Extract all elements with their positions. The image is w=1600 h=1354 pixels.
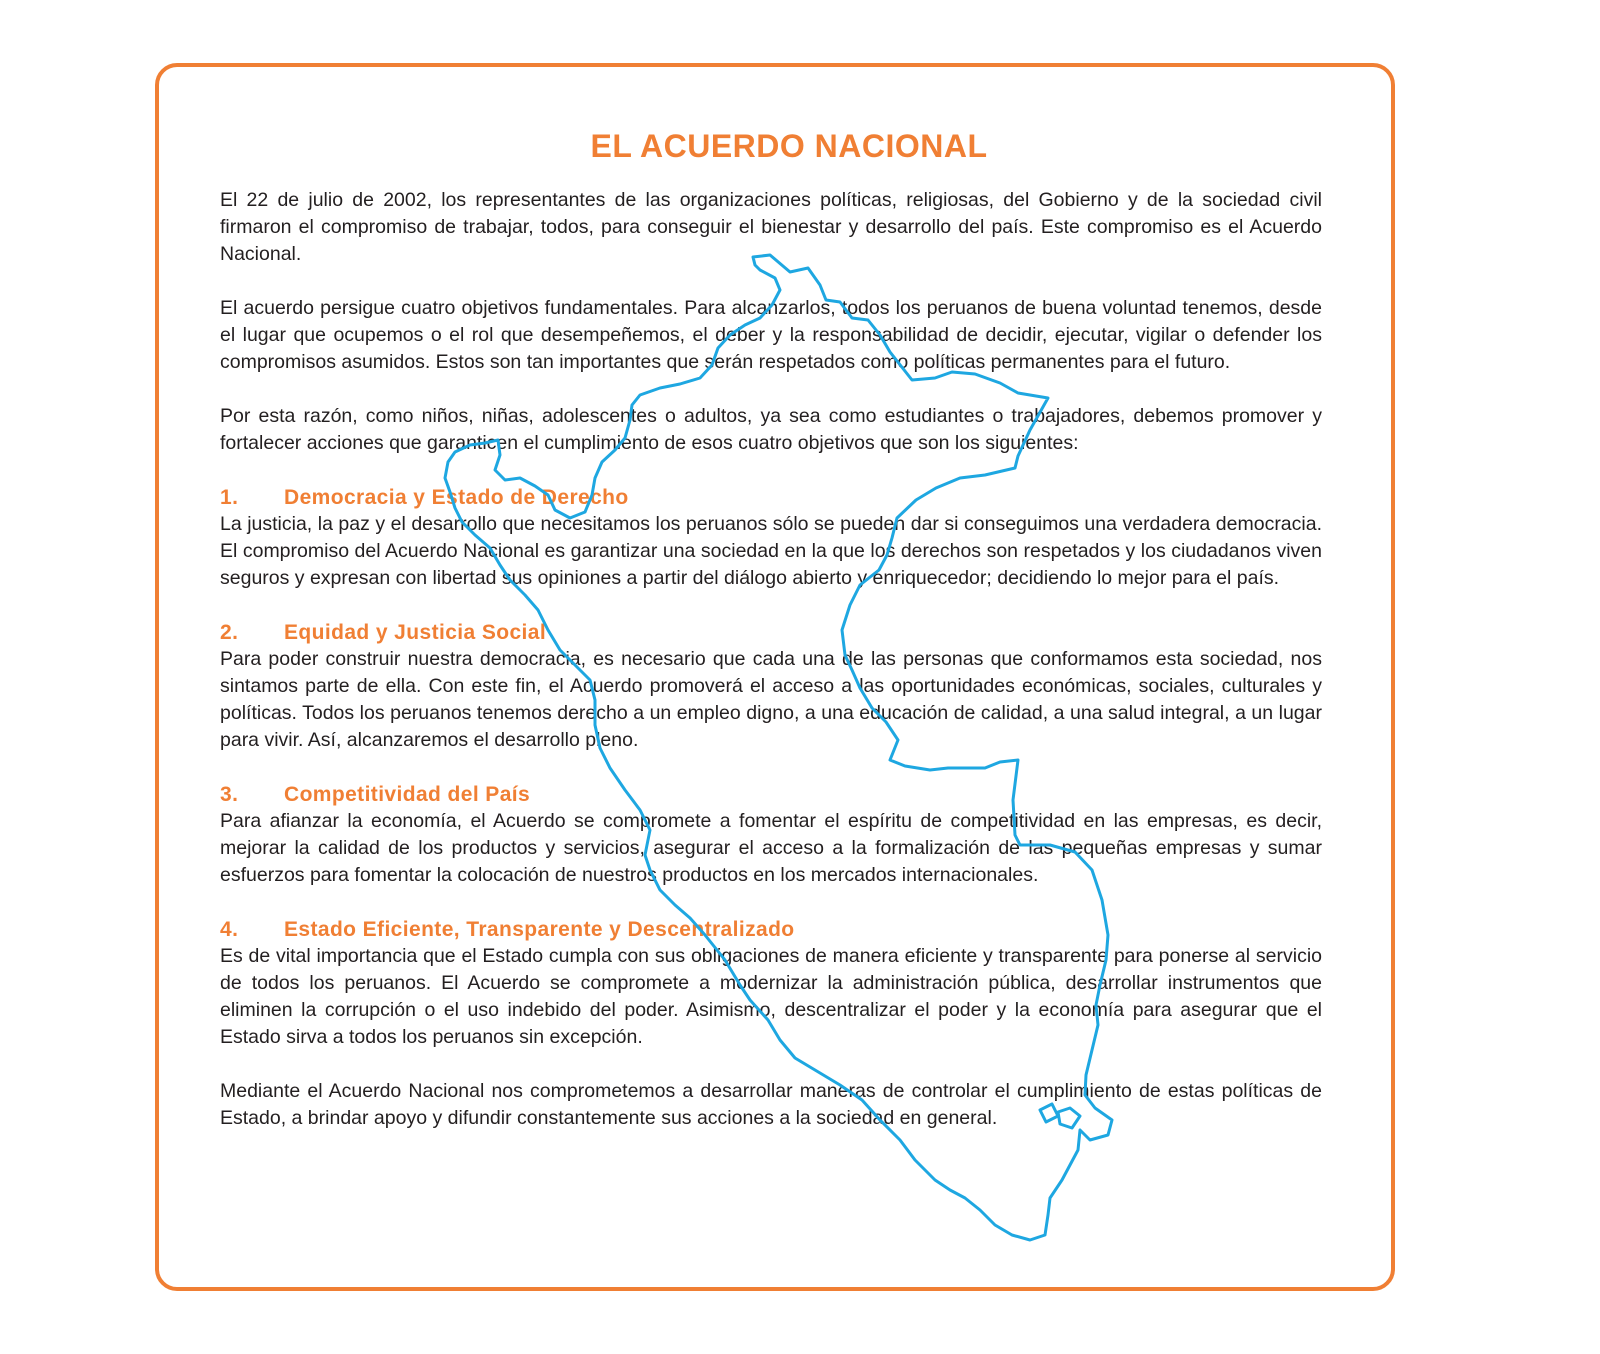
- section-title: Equidad y Justicia Social: [284, 621, 547, 644]
- section-title: Estado Eficiente, Transparente y Descentralizado: [284, 918, 795, 941]
- intro-paragraph-3: Por esta razón, como niños, niñas, adolescentes o adultos, ya sea como estudiantes o trabajadores, debemos promover y fortalecer acciones que garanticen el cumplimiento de esos cuatro objetivos que son los siguientes:: [220, 405, 1322, 454]
- section-number: 4.: [220, 918, 239, 941]
- section-title: Competitividad del País: [284, 783, 531, 806]
- section-text-1: La justicia, la paz y el desarrollo que necesitamos los peruanos sólo se pueden dar si conseguimos una verdadera democracia. El compromiso del Acuerdo Nacional es garantizar una sociedad en la que los derechos son respetados y los ciudadanos viven seguros y expresan con libertad sus opiniones a partir del diálogo abierto y enriquecedor; decidiendo lo mejor para el país.: [220, 513, 1322, 589]
- section-text-3: Para afianzar la economía, el Acuerdo se compromete a fomentar el espíritu de competitividad en las empresas, es decir, mejorar la calidad de los productos y servicios, asegurar el acceso a la formalización de las pequeñas empresas y sumar esfuerzos para fomentar la colocación de nuestros productos en los mercados internacionales.: [220, 810, 1322, 886]
- document-body: [220, 128, 1322, 1132]
- section-heading-4: [220, 916, 1322, 943]
- section-title: Democracia y Estado de Derecho: [284, 486, 629, 509]
- section-text-2: Para poder construir nuestra democracia, es necesario que cada una de las personas que conformamos esta sociedad, nos sintamos parte de ella. Con este fin, el Acuerdo promoverá el acceso a las oportunidades económicas, sociales, culturales y políticas. Todos los peruanos tenemos derecho a un empleo digno, a una educación de calidad, a una salud integral, a un lugar para vivir. Así, alcanzaremos el desarrollo pleno.: [220, 648, 1322, 751]
- intro-paragraph-1: El 22 de julio de 2002, los representantes de las organizaciones políticas, religiosas, del Gobierno y de la sociedad civil firmaron el compromiso de trabajar, todos, para conseguir el bienestar y desarrollo del país. Este compromiso es el Acuerdo Nacional.: [220, 189, 1322, 265]
- closing-paragraph: Mediante el Acuerdo Nacional nos comprometemos a desarrollar maneras de controlar el cumplimiento de estas políticas de Estado, a brindar apoyo y difundir constantemente sus acciones a la sociedad en general.: [220, 1080, 1322, 1129]
- section-number: 3.: [220, 783, 239, 806]
- section-number: 1.: [220, 486, 239, 509]
- section-heading-2: [220, 619, 1322, 646]
- intro-paragraph-2: El acuerdo persigue cuatro objetivos fundamentales. Para alcanzarlos, todos los peruanos de buena voluntad tenemos, desde el lugar que ocupemos o el rol que desempeñemos, el deber y la responsabilidad de decidir, ejecutar, vigilar o defender los compromisos asumidos. Estos son tan importantes que serán respetados como políticas permanentes para el futuro.: [220, 297, 1322, 373]
- document-title: EL ACUERDO NACIONAL: [590, 128, 988, 164]
- section-number: 2.: [220, 621, 239, 644]
- section-text-4: Es de vital importancia que el Estado cumpla con sus obligaciones de manera eficiente y transparente para ponerse al servicio de todos los peruanos. El Acuerdo se compromete a modernizar la administración pública, desarrollar instrumentos que eliminen la corrupción o el uso indebido del poder. Asimismo, descentralizar el poder y la economía para asegurar que el Estado sirva a todos los peruanos sin excepción.: [220, 945, 1322, 1048]
- section-heading-3: [220, 781, 1322, 808]
- section-heading-1: [220, 484, 1322, 511]
